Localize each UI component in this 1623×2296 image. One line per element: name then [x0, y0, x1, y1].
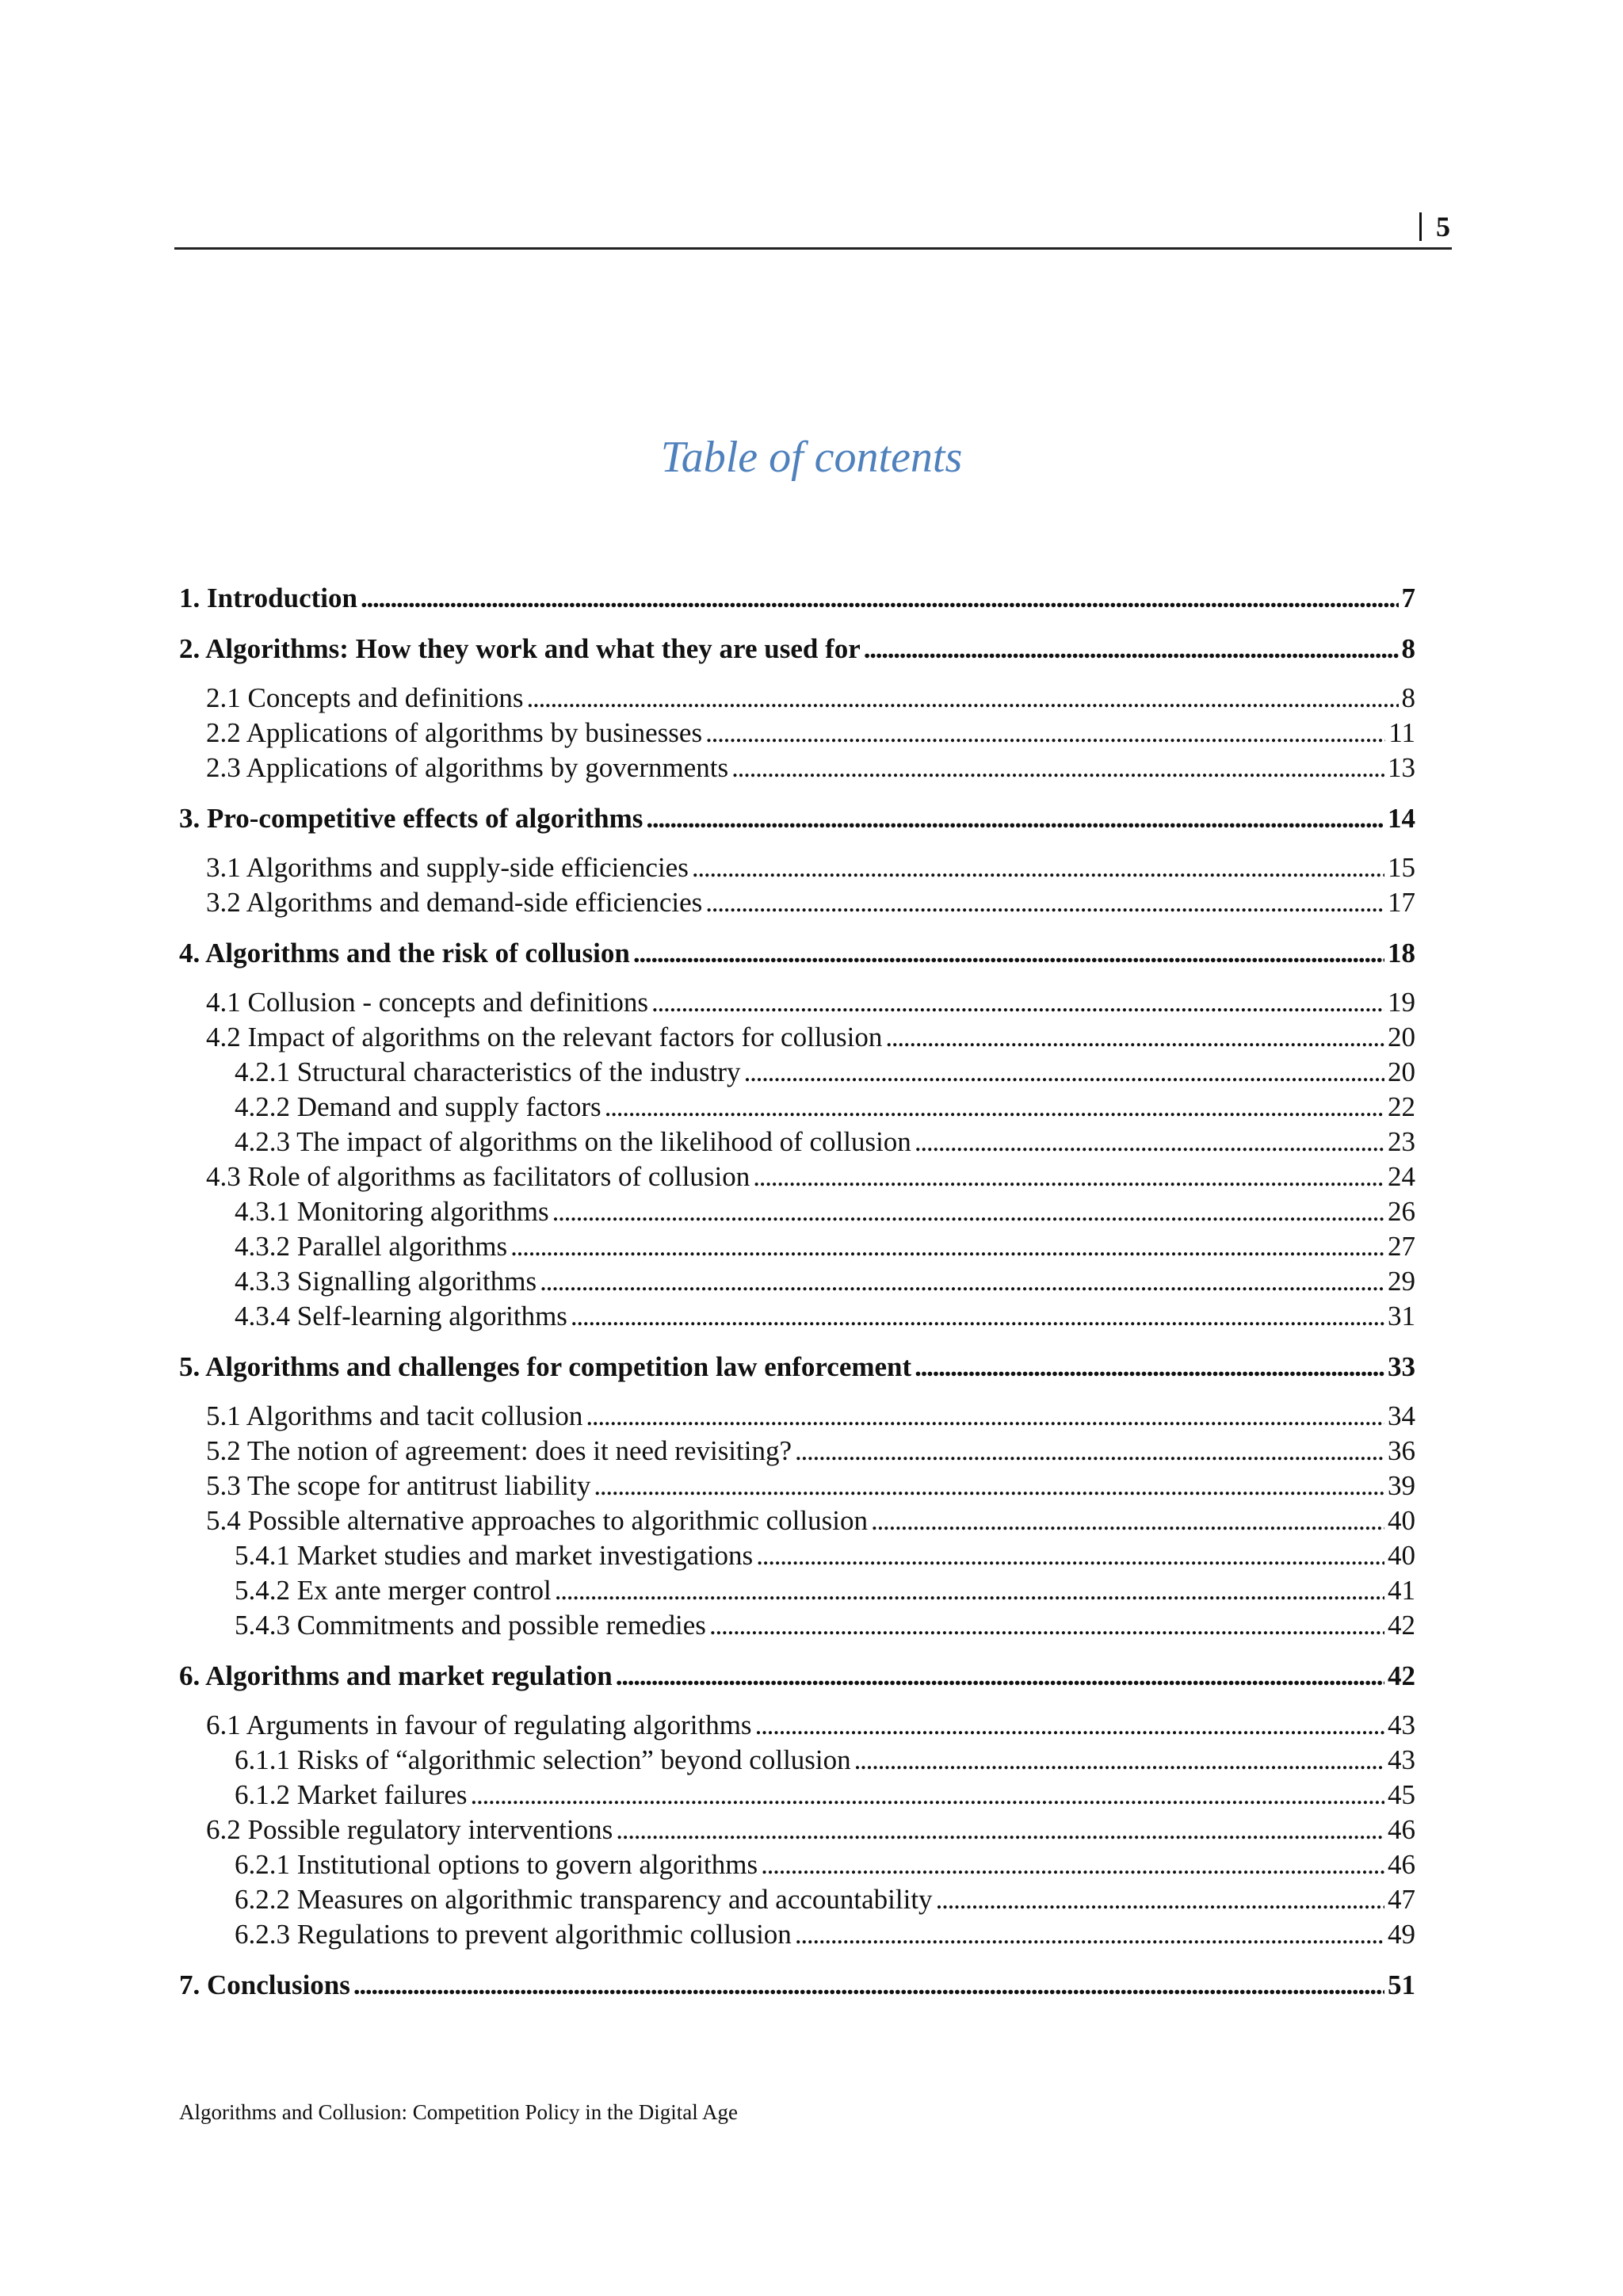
toc-section-entry[interactable]: [179, 681, 1415, 716]
toc-chapter-entry[interactable]: [179, 581, 1415, 616]
toc-subsection-entry[interactable]: [179, 1608, 1415, 1643]
toc-entry-page: 14: [1388, 803, 1415, 834]
toc-entry-page: 8: [1401, 633, 1415, 664]
toc-section-entry[interactable]: [179, 850, 1415, 885]
toc-entry-page: 19: [1388, 987, 1415, 1018]
toc-entry-label: 5.4.1 Market studies and market investigations: [235, 1540, 754, 1571]
toc-entry-page: 36: [1388, 1435, 1415, 1466]
toc-entry-page: 33: [1388, 1351, 1415, 1382]
toc-section-entry[interactable]: [179, 716, 1415, 751]
toc-subsection-entry[interactable]: [179, 1743, 1415, 1778]
toc-entry-label: 5.4 Possible alternative approaches to algorithmic collusion: [206, 1505, 868, 1536]
toc-subsection-entry[interactable]: [179, 1229, 1415, 1264]
toc-dot-leader: [555, 1573, 1384, 1608]
toc-section-entry[interactable]: [179, 751, 1415, 785]
toc-entry-label: 1. Introduction: [179, 583, 357, 613]
toc-entry-page: 20: [1388, 1022, 1415, 1052]
toc-entry-page: 13: [1388, 752, 1415, 783]
toc-dot-leader: [795, 1917, 1384, 1952]
toc-entry-page: 15: [1388, 852, 1415, 883]
page-number: 5: [1419, 212, 1450, 241]
toc-entry-page: 43: [1388, 1744, 1415, 1775]
toc-entry-page: 26: [1388, 1196, 1415, 1227]
toc-entry-page: 20: [1388, 1056, 1415, 1087]
toc-entry-label: 5.4.3 Commitments and possible remedies: [235, 1610, 706, 1641]
toc-entry-page: 39: [1388, 1470, 1415, 1501]
toc-chapter-group: [179, 936, 1415, 1334]
toc-dot-leader: [633, 936, 1384, 971]
toc-dot-leader: [616, 1659, 1384, 1694]
toc-subsection-entry[interactable]: [179, 1573, 1415, 1608]
toc-dot-leader: [731, 751, 1384, 785]
toc-dot-leader: [705, 885, 1384, 920]
toc-entry-page: 46: [1388, 1849, 1415, 1880]
toc-entry-page: 40: [1388, 1505, 1415, 1536]
toc-chapter-entry[interactable]: [179, 1968, 1415, 2003]
toc-entry-label: 2.3 Applications of algorithms by governments: [206, 752, 729, 783]
toc-dot-leader: [753, 1159, 1384, 1194]
toc-entry-label: 5.1 Algorithms and tacit collusion: [206, 1400, 583, 1431]
toc-entry-page: 24: [1388, 1161, 1415, 1192]
toc-section-entry[interactable]: [179, 1469, 1415, 1503]
toc-entry-page: 18: [1388, 938, 1415, 968]
toc-section-entry[interactable]: [179, 1708, 1415, 1743]
toc-entry-page: 27: [1388, 1231, 1415, 1262]
toc-chapter-entry[interactable]: [179, 632, 1415, 667]
toc-entry-label: 4.2.2 Demand and supply factors: [235, 1091, 601, 1122]
toc-entry-label: 4.2 Impact of algorithms on the relevant factors for collusion: [206, 1022, 883, 1052]
toc-dot-leader: [594, 1469, 1384, 1503]
toc-dot-leader: [540, 1264, 1384, 1299]
toc-entry-label: 4.2.1 Structural characteristics of the industry: [235, 1056, 741, 1087]
toc-entry-label: 4.3 Role of algorithms as facilitators of collusion: [206, 1161, 750, 1192]
toc-entry-label: 5.4.2 Ex ante merger control: [235, 1575, 552, 1606]
toc-entry-label: 7. Conclusions: [179, 1969, 350, 2000]
toc-dot-leader: [651, 985, 1384, 1020]
toc-entry-page: 43: [1388, 1710, 1415, 1740]
toc-chapter-entry[interactable]: [179, 936, 1415, 971]
toc-entry-page: 49: [1388, 1919, 1415, 1950]
toc-entry-page: 42: [1388, 1660, 1415, 1691]
toc-entry-label: 4.3.4 Self-learning algorithms: [235, 1301, 567, 1331]
toc-entry-label: 2.1 Concepts and definitions: [206, 682, 524, 713]
table-of-contents: [179, 581, 1415, 2019]
toc-dot-leader: [361, 581, 1399, 616]
toc-entry-page: 46: [1388, 1814, 1415, 1845]
toc-subsection-entry[interactable]: [179, 1090, 1415, 1125]
toc-subsection-entry[interactable]: [179, 1055, 1415, 1090]
toc-entry-page: 23: [1388, 1126, 1415, 1157]
toc-entry-label: 4.1 Collusion - concepts and definitions: [206, 987, 648, 1018]
toc-entry-page: 31: [1388, 1301, 1415, 1331]
toc-section-entry[interactable]: [179, 885, 1415, 920]
toc-subsection-entry[interactable]: [179, 1125, 1415, 1159]
toc-subsection-entry[interactable]: [179, 1194, 1415, 1229]
toc-entry-page: 22: [1388, 1091, 1415, 1122]
toc-entry-label: 4.3.1 Monitoring algorithms: [235, 1196, 549, 1227]
toc-section-entry[interactable]: [179, 1434, 1415, 1469]
toc-dot-leader: [761, 1847, 1384, 1882]
toc-entry-label: 4.3.2 Parallel algorithms: [235, 1231, 508, 1262]
toc-entry-label: 6.1.1 Risks of “algorithmic selection” beyond collusion: [235, 1744, 851, 1775]
toc-chapter-entry[interactable]: [179, 801, 1415, 836]
toc-section-entry[interactable]: [179, 1813, 1415, 1847]
toc-entry-label: 6. Algorithms and market regulation: [179, 1660, 613, 1691]
toc-dot-leader: [552, 1194, 1384, 1229]
toc-subsection-entry[interactable]: [179, 1917, 1415, 1952]
toc-dot-leader: [755, 1708, 1384, 1743]
toc-chapter-group: [179, 632, 1415, 785]
toc-entry-label: 3. Pro-competitive effects of algorithms: [179, 803, 643, 834]
toc-dot-leader: [571, 1299, 1384, 1334]
toc-dot-leader: [885, 1020, 1384, 1055]
toc-entry-page: 42: [1388, 1610, 1415, 1641]
toc-entry-page: 41: [1388, 1575, 1415, 1606]
toc-dot-leader: [586, 1399, 1384, 1434]
toc-entry-label: 6.2.2 Measures on algorithmic transparency and accountability: [235, 1884, 933, 1915]
toc-entry-label: 6.2.3 Regulations to prevent algorithmic collusion: [235, 1919, 792, 1950]
toc-chapter-entry[interactable]: [179, 1350, 1415, 1385]
toc-chapter-group: [179, 581, 1415, 616]
toc-chapter-group: [179, 1659, 1415, 1952]
toc-dot-leader: [605, 1090, 1384, 1125]
toc-dot-leader: [527, 681, 1399, 716]
toc-dot-leader: [795, 1434, 1384, 1469]
toc-entry-label: 5. Algorithms and challenges for competition law enforcement: [179, 1351, 912, 1382]
toc-entry-page: 11: [1388, 717, 1415, 748]
toc-entry-label: 4.2.3 The impact of algorithms on the likelihood of collusion: [235, 1126, 911, 1157]
toc-section-entry[interactable]: [179, 1159, 1415, 1194]
toc-entry-page: 40: [1388, 1540, 1415, 1571]
toc-entry-label: 2.2 Applications of algorithms by businesses: [206, 717, 703, 748]
toc-section-entry[interactable]: [179, 985, 1415, 1020]
page-title: Table of contents: [660, 433, 963, 482]
toc-subsection-entry[interactable]: [179, 1264, 1415, 1299]
toc-dot-leader: [871, 1503, 1384, 1538]
toc-entry-page: 29: [1388, 1266, 1415, 1297]
toc-entry-page: 17: [1388, 887, 1415, 918]
toc-entry-label: 2. Algorithms: How they work and what they are used for: [179, 633, 861, 664]
toc-entry-label: 6.2 Possible regulatory interventions: [206, 1814, 613, 1845]
toc-entry-label: 3.2 Algorithms and demand-side efficiencies: [206, 887, 703, 918]
toc-entry-label: 5.2 The notion of agreement: does it need revisiting?: [206, 1435, 792, 1466]
footer-text: Algorithms and Collusion: Competition Policy in the Digital Age: [179, 2100, 738, 2124]
toc-dot-leader: [864, 632, 1399, 667]
toc-subsection-entry[interactable]: [179, 1847, 1415, 1882]
toc-entry-label: 6.1 Arguments in favour of regulating algorithms: [206, 1710, 752, 1740]
toc-dot-leader: [471, 1778, 1384, 1813]
page-header: [174, 208, 1452, 250]
toc-entry-page: 47: [1388, 1884, 1415, 1915]
toc-subsection-entry[interactable]: [179, 1882, 1415, 1917]
toc-entry-label: 5.3 The scope for antitrust liability: [206, 1470, 591, 1501]
toc-dot-leader: [744, 1055, 1384, 1090]
toc-subsection-entry[interactable]: [179, 1299, 1415, 1334]
toc-dot-leader: [692, 850, 1384, 885]
toc-entry-label: 6.1.2 Market failures: [235, 1779, 468, 1810]
toc-subsection-entry[interactable]: [179, 1778, 1415, 1813]
toc-entry-label: 6.2.1 Institutional options to govern algorithms: [235, 1849, 758, 1880]
toc-chapter-entry[interactable]: [179, 1659, 1415, 1694]
toc-chapter-group: [179, 801, 1415, 920]
toc-entry-page: 45: [1388, 1779, 1415, 1810]
toc-section-entry[interactable]: [179, 1399, 1415, 1434]
toc-dot-leader: [646, 801, 1384, 836]
toc-entry-label: 4. Algorithms and the risk of collusion: [179, 938, 630, 968]
toc-dot-leader: [510, 1229, 1384, 1264]
toc-subsection-entry[interactable]: [179, 1538, 1415, 1573]
toc-dot-leader: [854, 1743, 1384, 1778]
toc-dot-leader: [705, 716, 1385, 751]
toc-section-entry[interactable]: [179, 1503, 1415, 1538]
toc-entry-page: 34: [1388, 1400, 1415, 1431]
toc-dot-leader: [915, 1125, 1384, 1159]
toc-section-entry[interactable]: [179, 1020, 1415, 1055]
toc-dot-leader: [709, 1608, 1384, 1643]
toc-chapter-group: [179, 1968, 1415, 2003]
toc-dot-leader: [915, 1350, 1384, 1385]
toc-chapter-group: [179, 1350, 1415, 1643]
toc-dot-leader: [756, 1538, 1384, 1573]
toc-entry-page: 8: [1401, 682, 1415, 713]
toc-dot-leader: [616, 1813, 1384, 1847]
toc-entry-page: 7: [1401, 583, 1415, 613]
toc-dot-leader: [353, 1968, 1384, 2003]
toc-entry-label: 4.3.3 Signalling algorithms: [235, 1266, 537, 1297]
toc-entry-label: 3.1 Algorithms and supply-side efficiencies: [206, 852, 689, 883]
toc-entry-page: 51: [1388, 1969, 1415, 2000]
toc-dot-leader: [936, 1882, 1384, 1917]
